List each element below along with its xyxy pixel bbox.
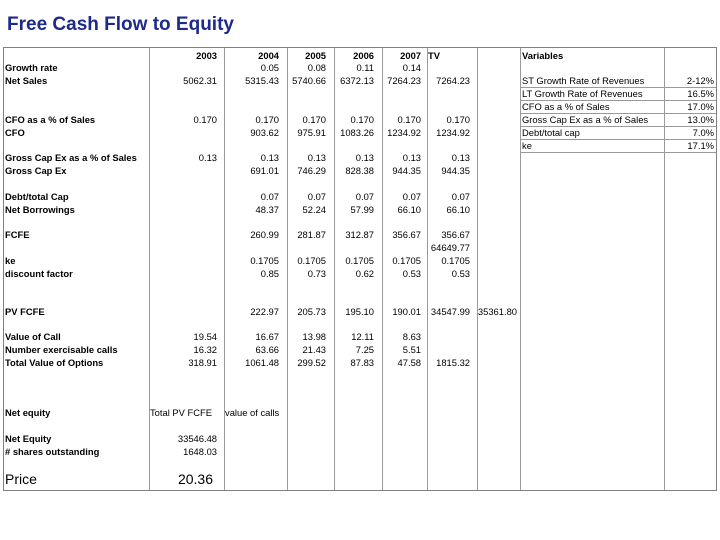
row-value: 7264.23 xyxy=(387,75,421,86)
row-label: Total Value of Options xyxy=(5,357,104,368)
variable-value: 2-12% xyxy=(686,75,714,86)
tv-value: 0.07 xyxy=(451,191,470,202)
variable-value: 7.0% xyxy=(692,127,714,138)
row-value: 0.07 xyxy=(402,191,421,202)
row-value: 312.87 xyxy=(345,229,374,240)
row-label: Number exercisable calls xyxy=(5,344,118,355)
row-value: 8.63 xyxy=(402,331,421,342)
row-label: ke xyxy=(5,255,16,266)
row-value: 66.10 xyxy=(397,204,421,215)
row-value: 13.98 xyxy=(302,331,326,342)
row-label: discount factor xyxy=(5,268,73,279)
variable-label: Gross Cap Ex as a % of Sales xyxy=(522,114,649,125)
row-label: PV FCFE xyxy=(5,306,45,317)
row-value: 0.1705 xyxy=(345,255,374,266)
row-value: 7.25 xyxy=(355,344,374,355)
extra-value: 35361.80 xyxy=(477,306,517,317)
row-value: 0.07 xyxy=(307,191,326,202)
row-value: 57.99 xyxy=(350,204,374,215)
variable-value: 16.5% xyxy=(687,88,714,99)
variable-value: 17.1% xyxy=(687,140,714,151)
tv-value: 0.1705 xyxy=(441,255,470,266)
row-value: 87.83 xyxy=(350,357,374,368)
row-value: 0.170 xyxy=(255,114,279,125)
tv-value: 64649.77 xyxy=(430,242,470,253)
tv-value: 0.13 xyxy=(451,152,470,163)
row-label: Gross Cap Ex as a % of Sales xyxy=(5,152,137,163)
tv-value: 1815.32 xyxy=(436,357,470,368)
grid-line xyxy=(477,48,478,490)
price-label: Price xyxy=(5,471,37,487)
variable-value: 13.0% xyxy=(687,114,714,125)
variables-header: Variables xyxy=(522,50,564,61)
variable-label: CFO as a % of Sales xyxy=(522,101,610,112)
row-value: 5740.66 xyxy=(292,75,326,86)
row-value: 48.37 xyxy=(255,204,279,215)
row-value: 975.91 xyxy=(297,127,326,138)
row-value: 52.24 xyxy=(302,204,326,215)
row-value: 0.13 xyxy=(260,152,279,163)
tv-value: 944.35 xyxy=(441,165,470,176)
variable-label: Debt/total cap xyxy=(522,127,580,138)
row-value: 828.38 xyxy=(345,165,374,176)
row-value: 0.13 xyxy=(307,152,326,163)
row-label: Growth rate xyxy=(5,62,58,73)
row-value: 195.10 xyxy=(345,306,374,317)
row-value: 0.1705 xyxy=(297,255,326,266)
row-value: 281.87 xyxy=(297,229,326,240)
tv-value: 1234.92 xyxy=(436,127,470,138)
variable-label: LT Growth Rate of Revenues xyxy=(522,88,643,99)
row-value: 0.53 xyxy=(402,268,421,279)
tv-value: 66.10 xyxy=(446,204,470,215)
row-value: 0.73 xyxy=(307,268,326,279)
row-value: 0.170 xyxy=(350,114,374,125)
row-value: 0.08 xyxy=(307,62,326,73)
year-header: 2005 xyxy=(305,50,326,61)
row-label: # shares outstanding xyxy=(5,446,100,457)
row-value: 0.1705 xyxy=(250,255,279,266)
net-equity-value: 33546.48 xyxy=(177,433,217,444)
row-value: 691.01 xyxy=(250,165,279,176)
note-text: value of calls xyxy=(225,407,280,418)
price-value: 20.36 xyxy=(177,471,213,487)
row-value: 1061.48 xyxy=(245,357,279,368)
row-value: 0.13 xyxy=(402,152,421,163)
row-value: 356.67 xyxy=(392,229,421,240)
row-value: 944.35 xyxy=(392,165,421,176)
row-value: 6372.13 xyxy=(340,75,374,86)
row-value: 0.11 xyxy=(356,62,374,73)
row-value: 47.58 xyxy=(397,357,421,368)
tv-value: 7264.23 xyxy=(436,75,470,86)
row-value: 19.54 xyxy=(193,331,217,342)
row-value: 16.67 xyxy=(255,331,279,342)
row-value: 0.13 xyxy=(198,152,217,163)
year-header: 2006 xyxy=(353,50,374,61)
row-value: 0.170 xyxy=(397,114,421,125)
row-label: Net equity xyxy=(5,407,51,418)
variable-value: 17.0% xyxy=(687,101,714,112)
row-value: 0.05 xyxy=(260,62,279,73)
grid-line xyxy=(520,48,521,490)
row-value: 16.32 xyxy=(193,344,217,355)
row-value: 318.91 xyxy=(188,357,217,368)
row-label: Net Borrowings xyxy=(5,204,75,215)
tv-value: 0.53 xyxy=(451,268,470,279)
row-value: 1083.26 xyxy=(340,127,374,138)
row-value: 0.13 xyxy=(355,152,374,163)
variable-label: ST Growth Rate of Revenues xyxy=(522,75,645,86)
row-value: 1234.92 xyxy=(387,127,421,138)
variable-label: ke xyxy=(522,140,532,151)
row-value: 0.07 xyxy=(355,191,374,202)
tv-value: 356.67 xyxy=(441,229,470,240)
row-value: 5.51 xyxy=(402,344,421,355)
row-label: Net Sales xyxy=(5,75,48,86)
grid-line xyxy=(520,152,716,153)
note-text: Total PV FCFE xyxy=(150,407,212,418)
row-value: 903.62 xyxy=(250,127,279,138)
row-value: 63.66 xyxy=(255,344,279,355)
row-value: 0.170 xyxy=(193,114,217,125)
tv-value: 34547.99 xyxy=(430,306,470,317)
row-label: CFO as a % of Sales xyxy=(5,114,96,125)
row-value: 0.07 xyxy=(260,191,279,202)
page-title: Free Cash Flow to Equity xyxy=(7,14,234,35)
row-label: Net Equity xyxy=(5,433,52,444)
row-value: 0.14 xyxy=(402,62,421,73)
row-value: 205.73 xyxy=(297,306,326,317)
year-header: 2004 xyxy=(258,50,279,61)
year-header: 2007 xyxy=(400,50,421,61)
row-value: 0.1705 xyxy=(392,255,421,266)
row-label: FCFE xyxy=(5,229,30,240)
row-value: 5062.31 xyxy=(183,75,217,86)
row-value: 260.99 xyxy=(250,229,279,240)
row-value: 21.43 xyxy=(302,344,326,355)
row-value: 0.170 xyxy=(302,114,326,125)
tv-value: 0.170 xyxy=(446,114,470,125)
tv-header: TV xyxy=(428,50,440,61)
row-value: 0.62 xyxy=(355,268,374,279)
row-value: 12.11 xyxy=(351,331,374,342)
row-label: Value of Call xyxy=(5,331,61,342)
row-value: 190.01 xyxy=(392,306,421,317)
row-value: 5315.43 xyxy=(245,75,279,86)
row-label: Debt/total Cap xyxy=(5,191,69,202)
row-label: Gross Cap Ex xyxy=(5,165,67,176)
shares-value: 1648.03 xyxy=(183,446,217,457)
year-header: 2003 xyxy=(196,50,217,61)
row-value: 746.29 xyxy=(297,165,326,176)
row-label: CFO xyxy=(5,127,25,138)
row-value: 0.85 xyxy=(260,268,279,279)
row-value: 299.52 xyxy=(297,357,326,368)
row-value: 222.97 xyxy=(250,306,279,317)
